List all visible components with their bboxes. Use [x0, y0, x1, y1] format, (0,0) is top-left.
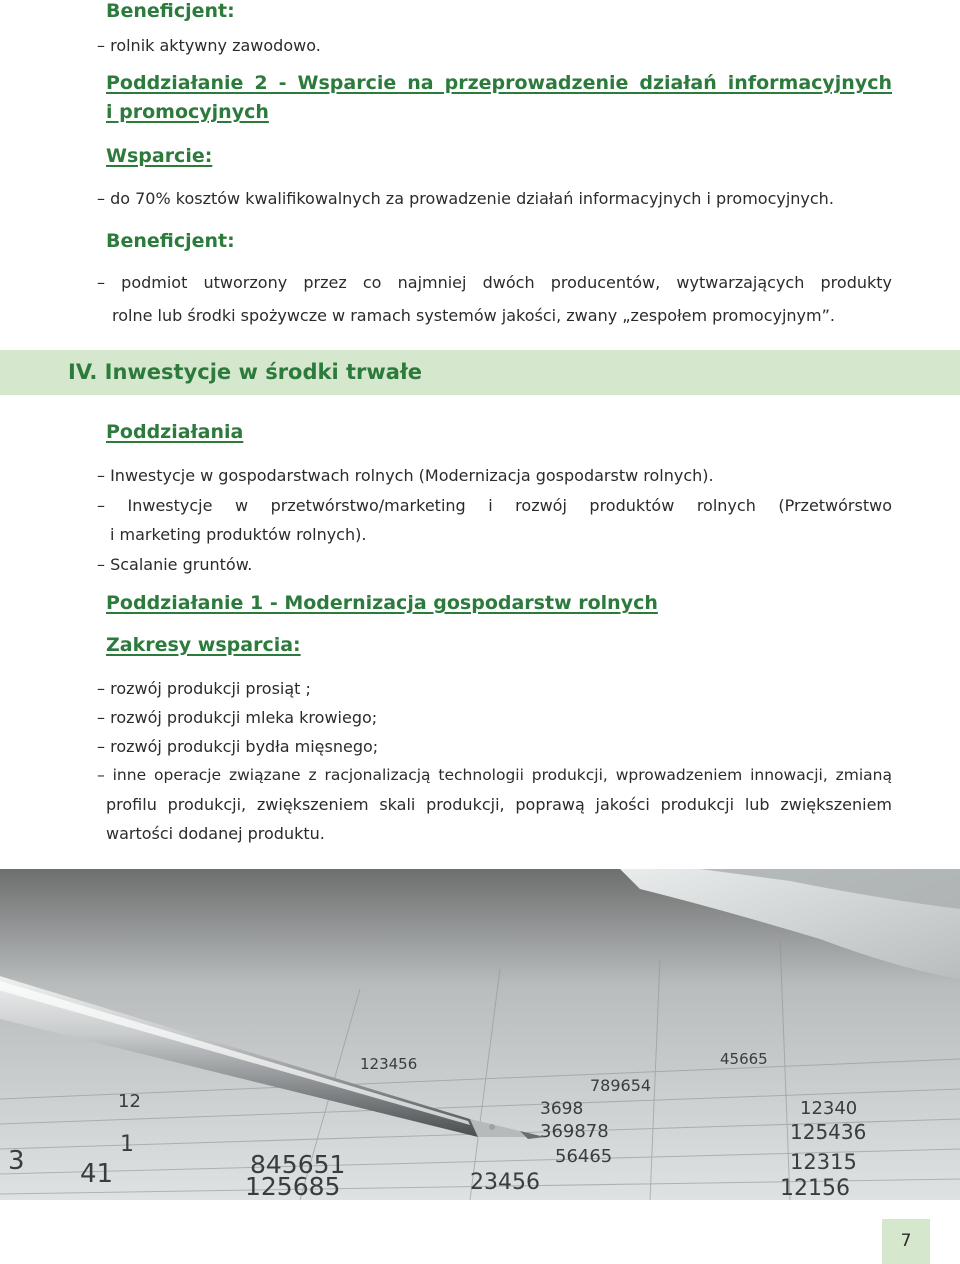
photo-number: 3	[8, 1146, 25, 1176]
photo-number: 12315	[790, 1150, 857, 1174]
zakres-item-1: – rozwój produkcji prosiąt ;	[97, 679, 311, 698]
poddzialanie2-title-line1: Poddziałanie 2 - Wsparcie na przeprowadzenie działań informacyjnych	[106, 72, 892, 94]
photo-number: 789654	[590, 1076, 652, 1095]
photo-number: 56465	[555, 1146, 613, 1167]
poddzialania-item-2-line1: – Inwestycje w przetwórstwo/marketing i rozwój produktów rolnych (Przetwórstwo	[97, 496, 892, 515]
photo-number: 123456	[360, 1055, 418, 1073]
beneficjent-heading-2: Beneficjent:	[106, 230, 235, 252]
photo-number: 45665	[720, 1050, 768, 1068]
photo-number: 12	[118, 1091, 141, 1112]
photo-number: 125685	[245, 1172, 341, 1200]
photo-number: 1	[120, 1132, 134, 1157]
wsparcie-item: – do 70% kosztów kwalifikowalnych za prowadzenie działań informacyjnych i promocyjnych.	[97, 189, 834, 208]
photo-number: 12340	[800, 1098, 858, 1119]
poddzialania-item-2-line2: i marketing produktów rolnych).	[110, 525, 367, 544]
pen-spreadsheet-photo	[0, 869, 960, 1200]
zakres-item-2: – rozwój produkcji mleka krowiego;	[97, 708, 378, 727]
poddzialania-heading: Poddziałania	[106, 421, 244, 443]
photo-number: 125436	[790, 1120, 867, 1144]
photo-number: 3698	[540, 1099, 584, 1119]
photo-number: 845651	[250, 1150, 346, 1179]
beneficjent-heading-1: Beneficjent:	[106, 0, 235, 22]
section-title: IV. Inwestycje w środki trwałe	[68, 360, 422, 384]
photo-number: 23456	[470, 1170, 540, 1195]
photo-number: 369878	[540, 1121, 609, 1142]
poddzialanie2-title-line2: i promocyjnych	[106, 101, 269, 123]
photo-number: 12156	[780, 1176, 850, 1200]
poddzialania-item-3: – Scalanie gruntów.	[97, 555, 253, 574]
zakresy-heading: Zakresy wsparcia:	[106, 634, 301, 656]
beneficjent-line1: – podmiot utworzony przez co najmniej dwóch producentów, wytwarzających produkty	[97, 273, 892, 292]
photo-number: 41	[80, 1159, 114, 1189]
beneficjent-item-1: – rolnik aktywny zawodowo.	[97, 36, 321, 55]
zakres-item-4-line1: – inne operacje związane z racjonalizacją technologii produkcji, wprowadzeniem innowacji, zmianą	[97, 766, 892, 784]
poddzialania-item-1: – Inwestycje w gospodarstwach rolnych (Modernizacja gospodarstw rolnych).	[97, 466, 714, 485]
poddzialanie1-heading: Poddziałanie 1 - Modernizacja gospodarstw rolnych	[106, 592, 658, 614]
page-number: 7	[900, 1231, 912, 1251]
zakres-item-4-line3: wartości dodanej produktu.	[106, 824, 325, 843]
page-number-box	[882, 1219, 930, 1264]
zakres-item-3: – rozwój produkcji bydła mięsnego;	[97, 737, 379, 756]
wsparcie-heading: Wsparcie:	[106, 145, 213, 167]
zakres-item-4-line2: profilu produkcji, zwiększeniem skali produkcji, poprawą jakości produkcji lub zwiększeniem	[106, 795, 892, 814]
beneficjent-line2: rolne lub środki spożywcze w ramach systemów jakości, zwany „zespołem promocyjnym”.	[112, 306, 835, 325]
